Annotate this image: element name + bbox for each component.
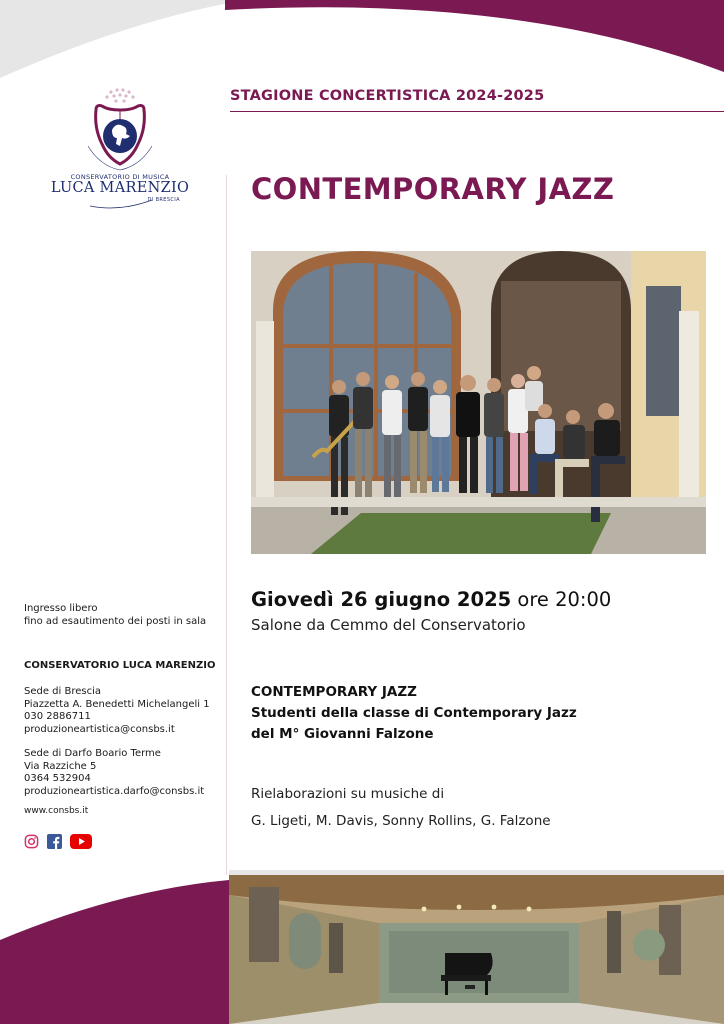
concert-title: CONTEMPORARY JAZZ [251,172,615,206]
ensemble-photo [251,251,706,554]
entry-info [24,603,206,628]
brescia-phone: 030 2886711 [24,711,91,722]
darfo-phone: 0364 532904 [24,773,91,784]
program-title [251,682,577,745]
header-divider [230,111,724,112]
brescia-contacts [24,686,210,736]
entry-line-1: Ingresso libero [24,603,98,614]
darfo-email[interactable]: produzioneartistica.darfo@consbs.it [24,785,205,797]
logo-line-3: DI BRESCIA [147,197,180,203]
darfo-address: Via Razziche 5 [24,760,97,772]
season-heading: STAGIONE CONCERTISTICA 2024-2025 [230,88,545,104]
logo-line-2: LUCA MARENZIO [50,180,190,196]
program-line-2: Studenti della classe di Contemporary Jazz [251,705,577,721]
sidebar-divider [226,175,227,875]
program-line-3: del M° Giovanni Falzone [251,726,434,742]
logo-line-1: CONSERVATORIO DI MUSICA [70,173,170,181]
brescia-label: Sede di Brescia [24,686,102,697]
event-time: ore 20:00 [517,588,612,611]
event-venue: Salone da Cemmo del Conservatorio [251,616,526,634]
brescia-email[interactable]: produzioneartistica@consbs.it [24,723,175,735]
org-name: CONSERVATORIO LUCA MARENZIO [24,660,216,671]
youtube-icon[interactable] [70,834,92,849]
program-desc-2: G. Ligeti, M. Davis, Sonny Rollins, G. Falzone [251,813,551,829]
darfo-contacts [24,748,204,798]
event-date: Giovedì 26 giugno 2025 [251,588,512,611]
program-description [251,784,551,832]
website-link[interactable]: www.consbs.it [24,806,89,816]
entry-line-2: fino ad esautimento dei posti in sala [24,615,207,627]
facebook-icon[interactable] [47,834,62,849]
instagram-icon[interactable] [24,834,39,849]
brescia-address: Piazzetta A. Benedetti Michelangeli 1 [24,698,210,710]
concert-hall-photo [229,875,724,1024]
event-date-time [251,588,611,611]
program-line-1: CONTEMPORARY JAZZ [251,684,417,700]
program-desc-1: Rielaborazioni su musiche di [251,786,445,802]
social-links [24,834,92,849]
darfo-label: Sede di Darfo Boario Terme [24,748,161,759]
